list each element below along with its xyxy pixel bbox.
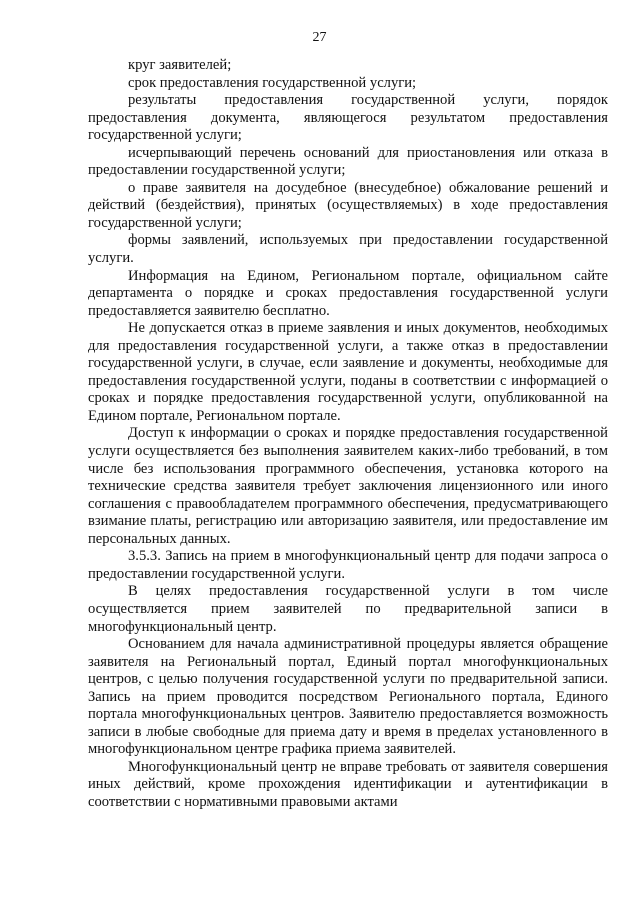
paragraph-free-information: Информация на Едином, Региональном портале, официальном сайте департамента о порядке и сроках предоставления государственной услуги предоставляется заявителю бесплатно. xyxy=(88,267,608,319)
paragraph-application-forms: формы заявлений, используемых при предоставлении государственной услуги. xyxy=(88,232,608,267)
paragraph-service-results: результаты предоставления государственной услуги, порядок предоставления документа, являющегося результатом предоставления государственной услуги; xyxy=(88,92,608,144)
document-body xyxy=(88,57,608,812)
paragraph-mfc-restrictions: Многофункциональный центр не вправе требовать от заявителя совершения иных действий, кроме прохождения идентификации и аутентификации в соответствии с нормативными правовыми актами xyxy=(88,758,608,810)
page-number: 27 xyxy=(312,30,327,45)
paragraph-procedure-basis: Основанием для начала административной процедуры является обращение заявителя на Региональный портал, Единый портал многофункциональных центров, с целью получения государственной услуги по предварительной записи. Запись на прием проводится посредством Регионального портала, Единого портала многофункциональных центров. Заявителю предоставляется возможность записи в любые свободные для приема дату и время в пределах установленного в многофункциональном центре графика приема заявителей. xyxy=(88,636,608,758)
paragraph-refusal-grounds: исчерпывающий перечень оснований для приостановления или отказа в предоставлении государственной услуги; xyxy=(88,144,608,179)
paragraph-applicants-circle: круг заявителей; xyxy=(128,57,232,73)
paragraph-section-3-5-3: 3.5.3. Запись на прием в многофункциональный центр для подачи запроса о предоставлении государственной услуги. xyxy=(88,548,608,582)
paragraph-appeal-right: о праве заявителя на досудебное (внесудебное) обжалование решений и действий (бездействия), принятых (осуществляемых) в ходе предоставления государственной услуги; xyxy=(88,179,608,231)
paragraph-service-term: срок предоставления государственной услуги; xyxy=(128,74,417,91)
paragraph-refusal-not-allowed: Не допускается отказ в приеме заявления и иных документов, необходимых для предоставления государственной услуги, а также отказ в предоставлении государственной услуги, в случае, если заявление и документы, необходимые для предоставления государственной услуги, поданы в соответствии с информацией о сроках и порядке предоставления государственной услуги, опубликованной на Едином портале, Региональном портале. xyxy=(88,320,608,424)
paragraph-information-access: Доступ к информации о сроках и порядке предоставления государственной услуги осуществляется без выполнения заявителем каких-либо требований, в том числе без использования программного обеспечения, установка которого на технические средства заявителя требует заключения лицензионного или иного соглашения с правообладателем программного обеспечения, предусматривающего взимание платы, регистрацию или авторизацию заявителя, или предоставление им персональных данных. xyxy=(88,425,608,547)
paragraph-preliminary-appointment: В целях предоставления государственной услуги в том числе осуществляется прием заявителей по предварительной записи в многофункциональный центр. xyxy=(88,583,608,635)
